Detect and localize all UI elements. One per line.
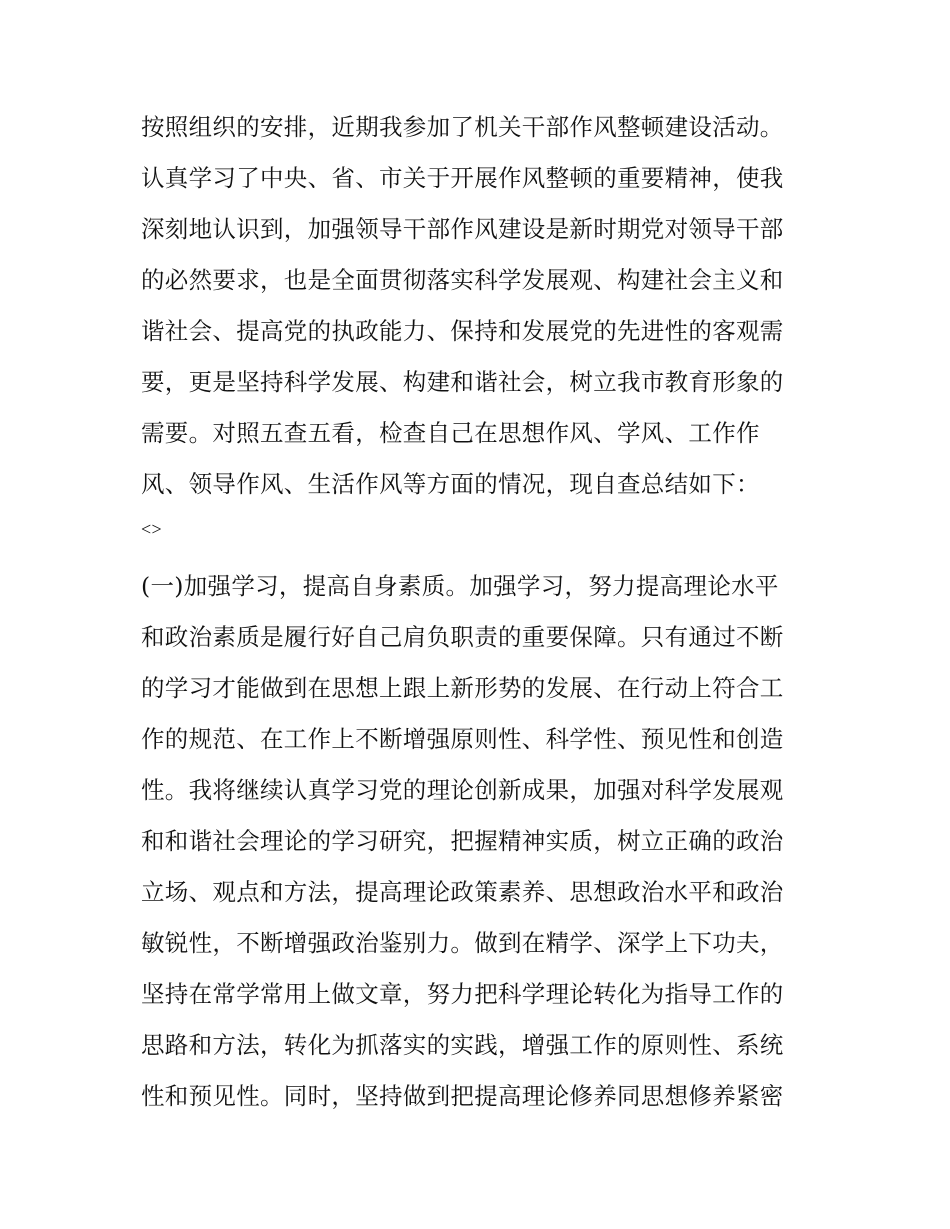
paragraph-2-line: (一)加强学习，提高自身素质。加强学习，努力提高理论水平 bbox=[141, 572, 779, 600]
paragraph-2-line: 敏锐性，不断增强政治鉴别力。做到在精学、深学上下功夫， bbox=[141, 929, 784, 957]
paragraph-1-line: 谐社会、提高党的执政能力、保持和发展党的先进性的客观需 bbox=[141, 317, 784, 345]
section-marker: <> bbox=[141, 519, 162, 539]
paragraph-2-line: 立场、观点和方法，提高理论政策素养、思想政治水平和政治 bbox=[141, 878, 784, 906]
paragraph-1-line: 认真学习了中央、省、市关于开展作风整顿的重要精神，使我 bbox=[141, 164, 784, 192]
paragraph-2-line: 作的规范、在工作上不断增强原则性、科学性、预见性和创造 bbox=[141, 725, 784, 753]
paragraph-1-line: 的必然要求，也是全面贯彻落实科学发展观、构建社会主义和 bbox=[141, 266, 784, 294]
paragraph-2-line: 坚持在常学常用上做文章，努力把科学理论转化为指导工作的 bbox=[141, 980, 784, 1008]
paragraph-1-line: 需要。对照五查五看，检查自己在思想作风、学风、工作作 bbox=[141, 419, 760, 447]
paragraph-2-line: 和和谐社会理论的学习研究，把握精神实质，树立正确的政治 bbox=[141, 827, 784, 855]
paragraph-1-line: 风、领导作风、生活作风等方面的情况，现自查总结如下： bbox=[141, 470, 760, 498]
paragraph-2-line: 性和预见性。同时，坚持做到把提高理论修养同思想修养紧密 bbox=[141, 1082, 784, 1110]
document-body bbox=[141, 102, 821, 1122]
paragraph-1-line: 要，更是坚持科学发展、构建和谐社会，树立我市教育形象的 bbox=[141, 368, 784, 396]
paragraph-1-line: 按照组织的安排，近期我参加了机关干部作风整顿建设活动。 bbox=[141, 113, 784, 141]
paragraph-1-line: 深刻地认识到，加强领导干部作风建设是新时期党对领导干部 bbox=[141, 215, 784, 243]
paragraph-2-line: 思路和方法，转化为抓落实的实践，增强工作的原则性、系统 bbox=[141, 1031, 784, 1059]
paragraph-2-line: 性。我将继续认真学习党的理论创新成果，加强对科学发展观 bbox=[141, 776, 784, 804]
paragraph-2-line: 和政治素质是履行好自己肩负职责的重要保障。只有通过不断 bbox=[141, 623, 784, 651]
paragraph-2-line: 的学习才能做到在思想上跟上新形势的发展、在行动上符合工 bbox=[141, 674, 784, 702]
